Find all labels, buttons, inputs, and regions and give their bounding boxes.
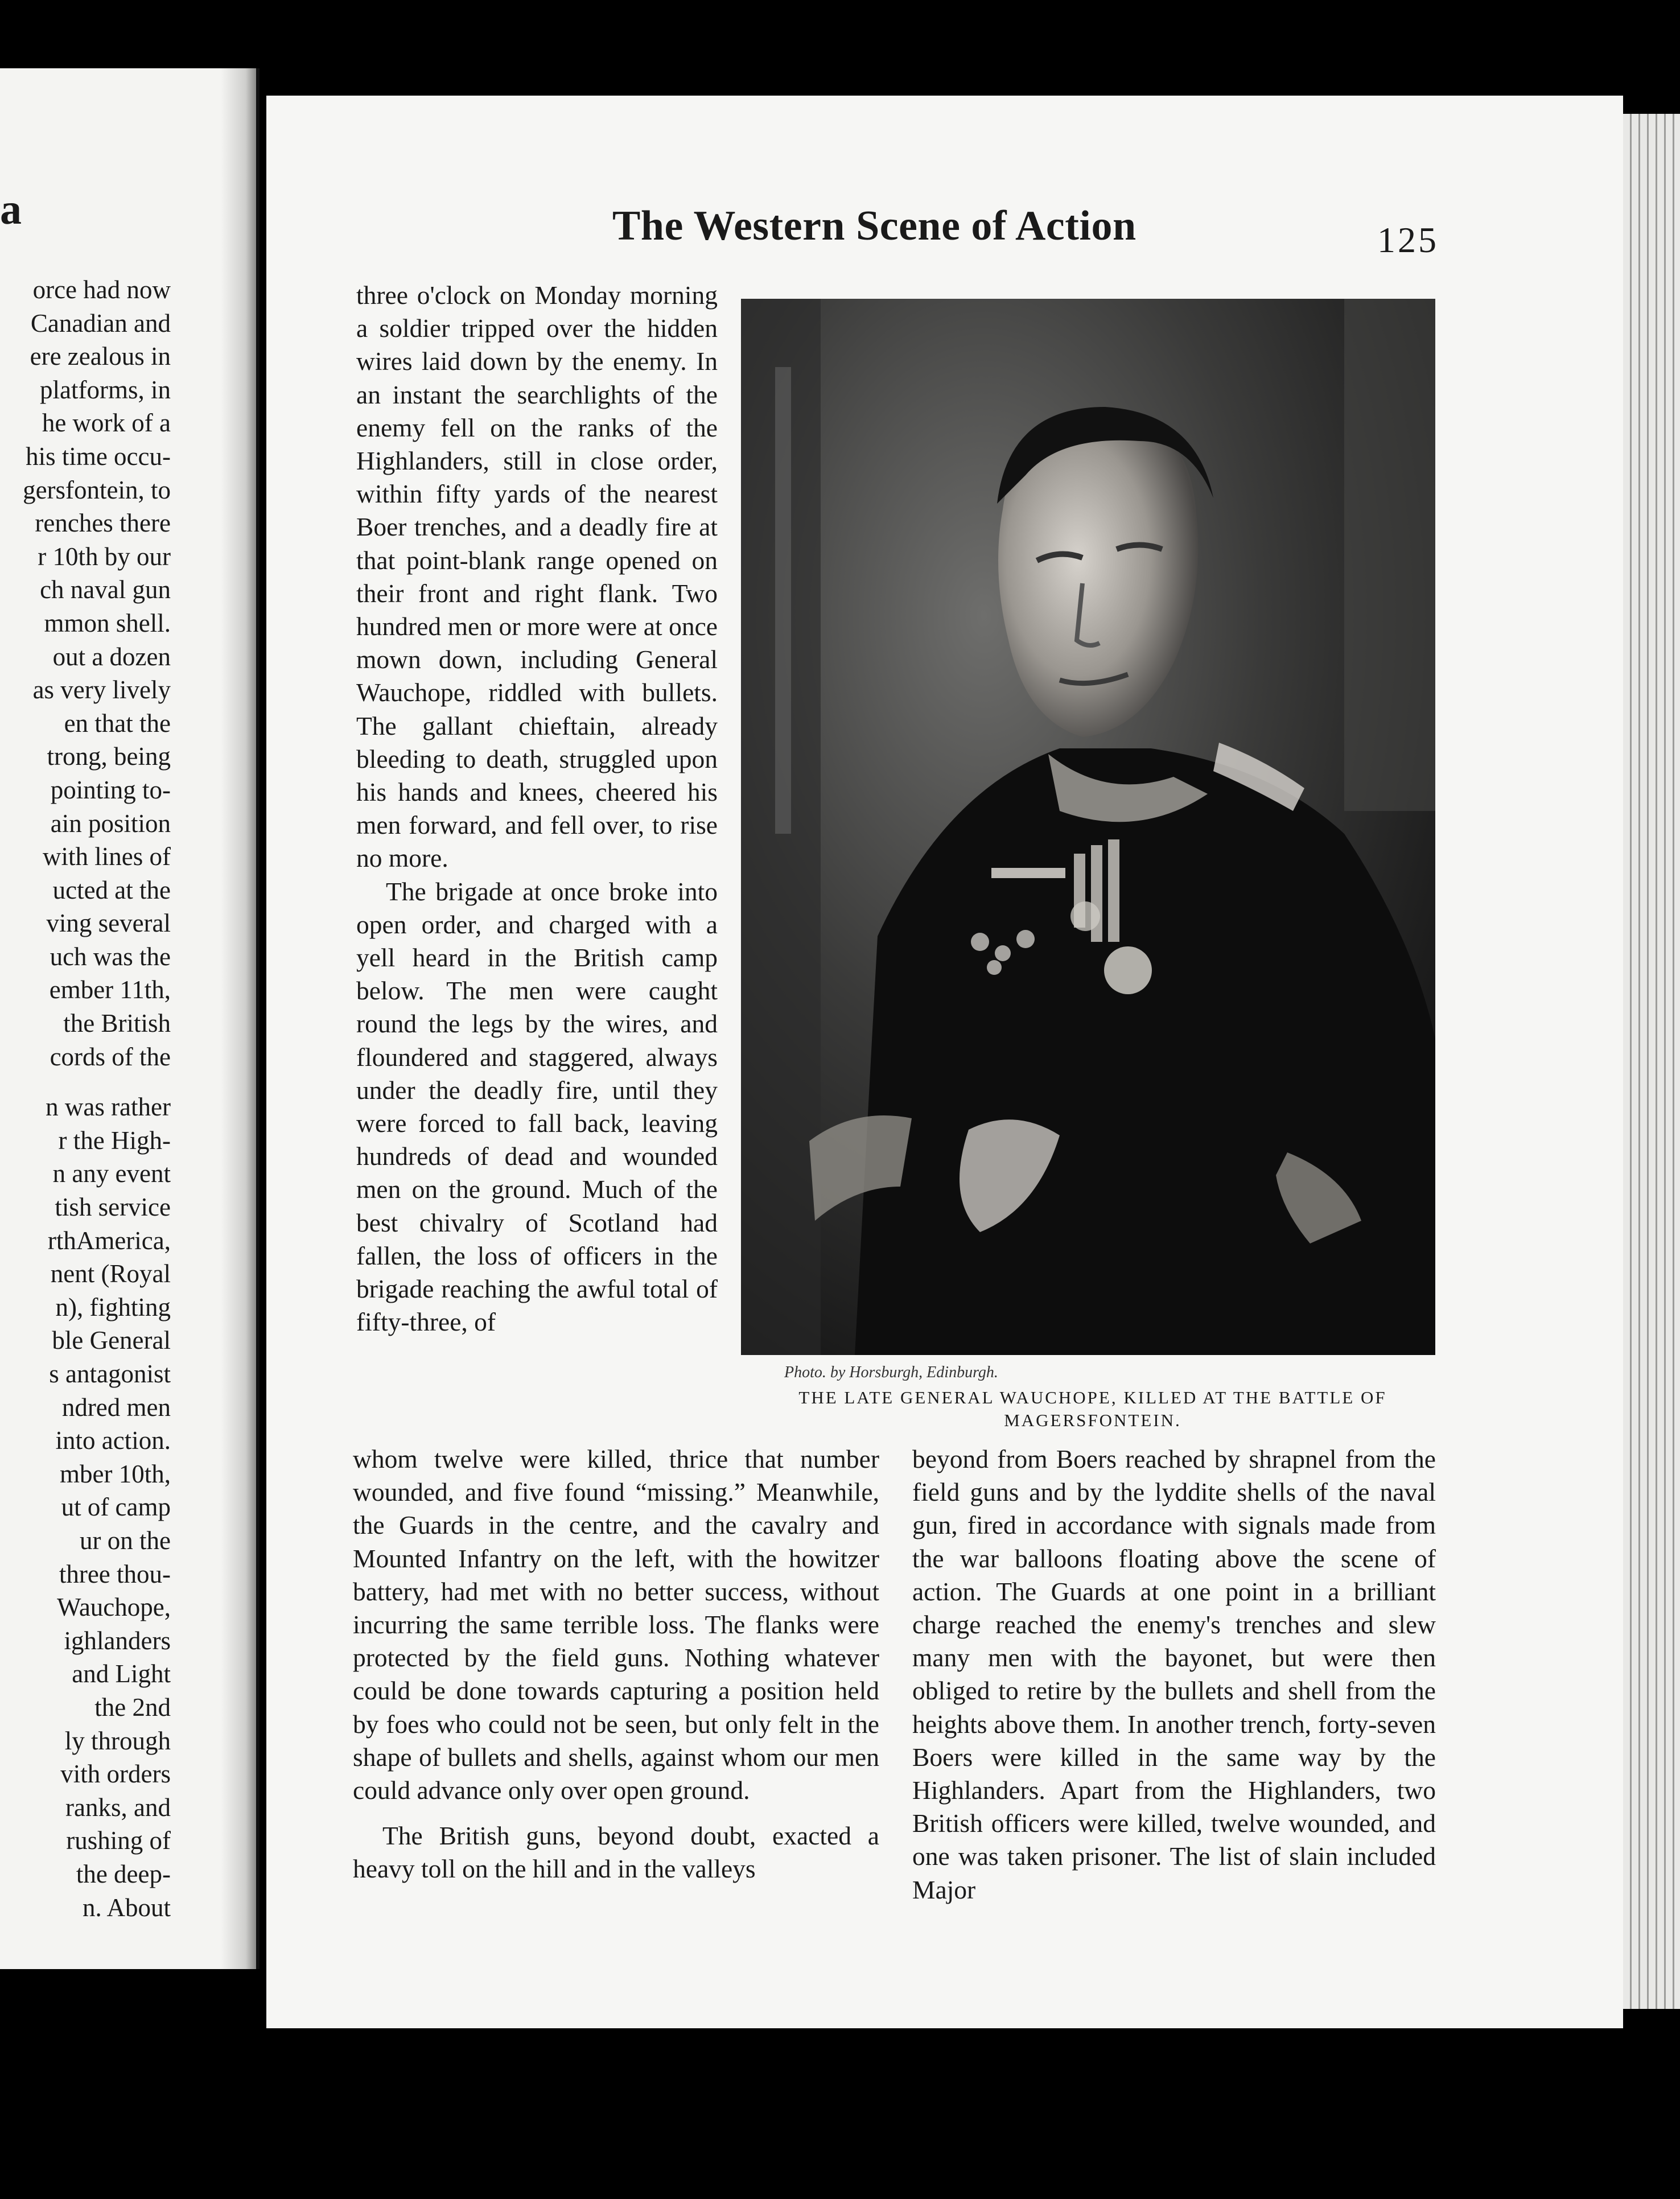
lower-right-text-column [912, 1443, 1436, 1906]
left-page [0, 68, 260, 1969]
text-line: three thou- [59, 1559, 171, 1588]
lower-left-text-column [353, 1443, 879, 1886]
book-gutter [221, 68, 256, 1969]
text-line: ain position [50, 809, 171, 838]
text-line: Wauchope, [56, 1593, 171, 1622]
text-line: ving several [46, 909, 171, 938]
paragraph: whom twelve were killed, thrice that number wounded, and five found “missing.” Meanwhile, the Guards in the centre, and the cavalry and Mounted Infantry on the left, with the howitzer battery, had met with no better success, without incurring the same terrible loss. The flanks were protected by the field guns. Nothing whatever could be done towards capturing a position held by foes who could not be seen, but only felt in the shape of bullets and shells, against whom our men could advance only over open ground. [353, 1444, 879, 1805]
text-line: n any event [52, 1159, 171, 1188]
text-line: with lines of [43, 842, 171, 871]
paragraph: beyond from Boers reached by shrapnel from the field guns and by the lyddite shells of the naval gun, fired in accordance with signals made from the war balloons floating above the scene of action. The Guards at one point in a brilliant charge reached the enemy's trenches and slew many men with the bayonet, but were then obliged to retire by the bullets and shell from the heights above them. In another trench, forty-seven Boers were killed in the same way by the Highlanders. Apart from the Highlanders, two British officers were killed, twelve wounded, and one was taken prisoner. The list of slain included Major [912, 1444, 1436, 1904]
paragraph: The British guns, beyond doubt, exacted a heavy toll on the hill and in the valleys [353, 1821, 879, 1884]
text-line: out a dozen [52, 642, 171, 671]
text-line: into action. [55, 1426, 171, 1455]
text-line: ble General [52, 1326, 171, 1355]
text-line: renches there [35, 509, 171, 538]
text-line: ighlanders [64, 1626, 171, 1655]
text-line: n was rather [46, 1093, 171, 1122]
page-number: 125 [1377, 220, 1439, 260]
text-line: ur on the [80, 1526, 171, 1555]
portrait-photograph [741, 299, 1435, 1355]
paragraph: three o'clock on Monday morning a soldier tripped over the hidden wires laid down by the enemy. In an instant the searchlights of the enemy fell on the ranks of the Highlanders, still in close order, within fifty yards of the nearest Boer trenches, and a deadly fire at that point-blank range opened on their front and right flank. Two hundred men or more were at once mown down, including General Wauchope, riddled with bullets. The gallant chieftain, already bleeding to death, struggled upon his hands and knees, cheered his men forward, and fell over, to rise no more. [356, 281, 718, 873]
text-line: ember 11th, [49, 975, 171, 1004]
text-line: nent (Royal [50, 1259, 171, 1288]
running-head: The Western Scene of Action [612, 203, 1137, 249]
page-edges [1623, 114, 1680, 2009]
text-line: vith orders [60, 1760, 171, 1789]
text-line: trong, being [47, 742, 171, 771]
portrait-photograph-image [741, 299, 1435, 1355]
text-line: tish service [55, 1193, 171, 1222]
text-line: orce had now [32, 275, 171, 304]
text-line: ut of camp [61, 1493, 171, 1522]
text-line: ly through [64, 1726, 171, 1755]
text-line: rushing of [66, 1826, 171, 1855]
text-line: ch naval gun [40, 575, 171, 604]
text-line: his time occu- [26, 442, 171, 471]
paragraph: The brigade at once broke into open order, and charged with a yell heard in the British camp below. The men were caught round the legs by the wires, and floundered and staggered, always under the deadly fire, until they were forced to fall back, leaving hundreds of dead and wounded men on the ground. Much of the best chivalry of Scotland had fallen, the loss of officers in the brigade reaching the awful total of fifty-three, of [356, 876, 718, 1337]
narrow-text-column [356, 279, 718, 1339]
text-line: as very lively [32, 676, 171, 705]
text-line: cords of the [50, 1042, 171, 1071]
text-line: and Light [72, 1659, 171, 1689]
text-line: uch was the [50, 942, 171, 971]
text-line: mmon shell. [44, 608, 171, 637]
text-line: r the High- [58, 1126, 171, 1155]
figure-caption: THE LATE GENERAL WAUCHOPE, KILLED AT THE BATTLE OF MAGERSFONTEIN. [798, 1387, 1387, 1430]
text-line: ere zealous in [30, 342, 171, 371]
left-page-heading-fragment: a [0, 186, 22, 233]
text-line: ucted at the [52, 875, 171, 904]
text-line: s antagonist [49, 1360, 171, 1388]
left-page-text-column [0, 273, 171, 1924]
text-line: mber 10th, [60, 1459, 171, 1488]
text-line: the British [63, 1009, 171, 1038]
text-line: the deep- [76, 1859, 171, 1888]
text-line: ranks, and [65, 1793, 171, 1822]
text-line: he work of a [42, 409, 171, 438]
text-line: platforms, in [40, 375, 171, 404]
text-line: rthAmerica, [47, 1226, 171, 1255]
text-line: gersfontein, to [23, 475, 171, 504]
text-line: Canadian and [30, 308, 171, 337]
text-line: ndred men [61, 1393, 171, 1422]
photo-credit: Photo. by Horsburgh, Edinburgh. [784, 1364, 998, 1381]
text-line: r 10th by our [38, 542, 171, 571]
text-line: n. About [82, 1893, 171, 1922]
text-line: n), fighting [55, 1292, 171, 1321]
text-line: pointing to- [50, 775, 171, 804]
text-line: the 2nd [94, 1693, 171, 1722]
paragraph-break [0, 1073, 171, 1090]
text-line: en that the [64, 709, 171, 738]
